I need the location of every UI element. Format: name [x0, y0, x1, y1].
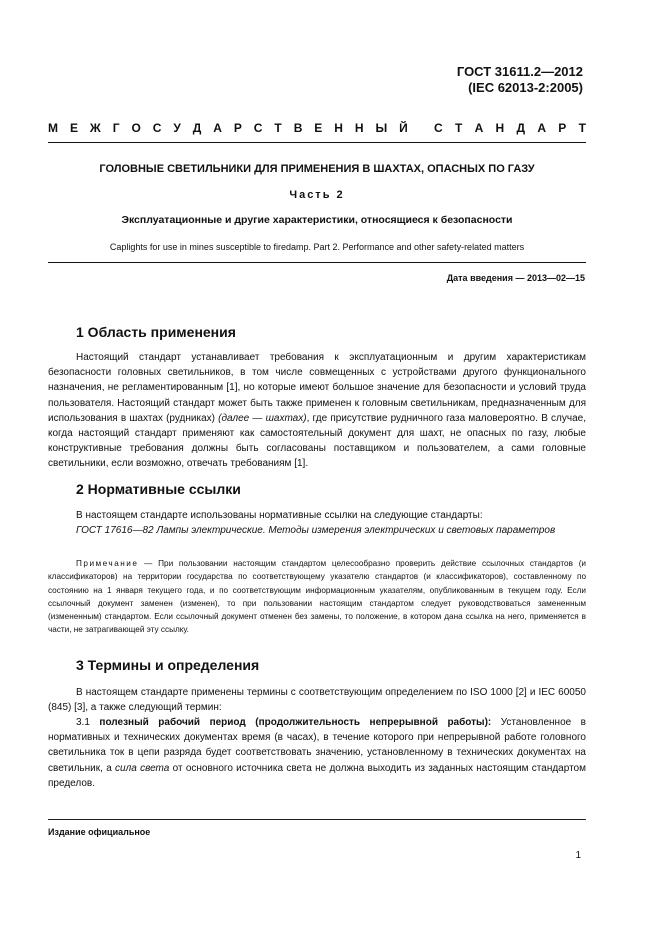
effective-date: Дата введения — 2013—02—15 [446, 273, 585, 283]
title-rule [48, 262, 586, 263]
term-3-1: 3.1 полезный рабочий период (продолжительность непрерывной работы): Установленное в нормативных и технических документах время (в часах), в течение которого при непрерывной работе головного светильника ток в цепи разряда будет соответствовать значению, установленному в технических документах на светильник, а сила света от основного источника света не должна выходить из заданных настоящим стандартом пределов. [48, 717, 586, 789]
page-number: 1 [575, 850, 581, 861]
document-subtitle: Эксплуатационные и другие характеристики, относящиеся к безопасности [121, 214, 513, 226]
section-2-note: Примечание — При пользовании настоящим стандартом целесообразно проверить действие ссылочных стандартов (и классификаторов) на территории государства по соответствующему указателю стандартов (и классификаторов), составленному по состоянию на 1 января текущего года, и по соответствующим информационным указателям, опубликованным в текущем году. Если ссылочный документ заменен (изменен), то при пользовании настоящим стандартом следует руководствоваться замененным (измененным) стандартом. Если ссылочный документ отменен без замены, то положение, в котором дана ссылка на него, применяется в части, не затрагивающей эту ссылку. [48, 559, 586, 635]
footer-rule [48, 819, 586, 820]
standard-banner [48, 121, 586, 135]
document-title: ГОЛОВНЫЕ СВЕТИЛЬНИКИ ДЛЯ ПРИМЕНЕНИЯ В ШАХТАХ, ОПАСНЫХ ПО ГАЗУ [99, 163, 535, 175]
standard-code: ГОСТ 31611.2—2012 [456, 64, 583, 79]
section-2-intro: В настоящем стандарте использованы нормативные ссылки на следующие стандарты: [76, 510, 483, 521]
edition-label: Издание официальное [48, 827, 151, 837]
banner-word-interstate: М Е Ж Г О С У Д А Р С Т В Е Н Н Ы Й [48, 121, 408, 135]
top-rule [48, 142, 586, 143]
part-label: Часть 2 [289, 189, 345, 201]
section-3-intro: В настоящем стандарте применены термины с соответствующим определением по ISO 1000 [2] и IEC 60050 (845) [3], а также следующий термин: [48, 687, 586, 714]
section-1-heading: 1 Область применения [76, 324, 236, 340]
iec-code: (IEC 62013-2:2005) [468, 80, 583, 95]
section-1-text: Настоящий стандарт устанавливает требования к эксплуатационным и другим характеристикам безопасности головных светильников, в том числе совмещенных с устройствами другого функционального назначения, не регламентированным [1], но которые имеют большое значение для безопасности и условий труда пользователя. Настоящий стандарт может быть также применен к головным светильникам, предназначенным для использования в шахтах (рудниках) (далее — шахтах), где присутствие рудничного газа маловероятно. В случае, когда настоящий стандарт применяют как самостоятельный документ для шахт, не опасных по газу, любые конструктивные требования должны быть согласованы поставщиком и пользователем, а сами головные светильники, если возможно, отвечать требованиям [1]. [48, 352, 587, 470]
normative-reference: ГОСТ 17616—82 Лампы электрические. Методы измерения электрических и световых параметров [76, 525, 556, 536]
english-title: Caplights for use in mines susceptible to firedamp. Part 2. Performance and other safety-related matters [109, 242, 525, 252]
section-2-heading: 2 Нормативные ссылки [76, 481, 241, 497]
banner-word-standard: С Т А Н Д А Р Т [434, 121, 586, 135]
section-3-heading: 3 Термины и определения [76, 657, 260, 673]
